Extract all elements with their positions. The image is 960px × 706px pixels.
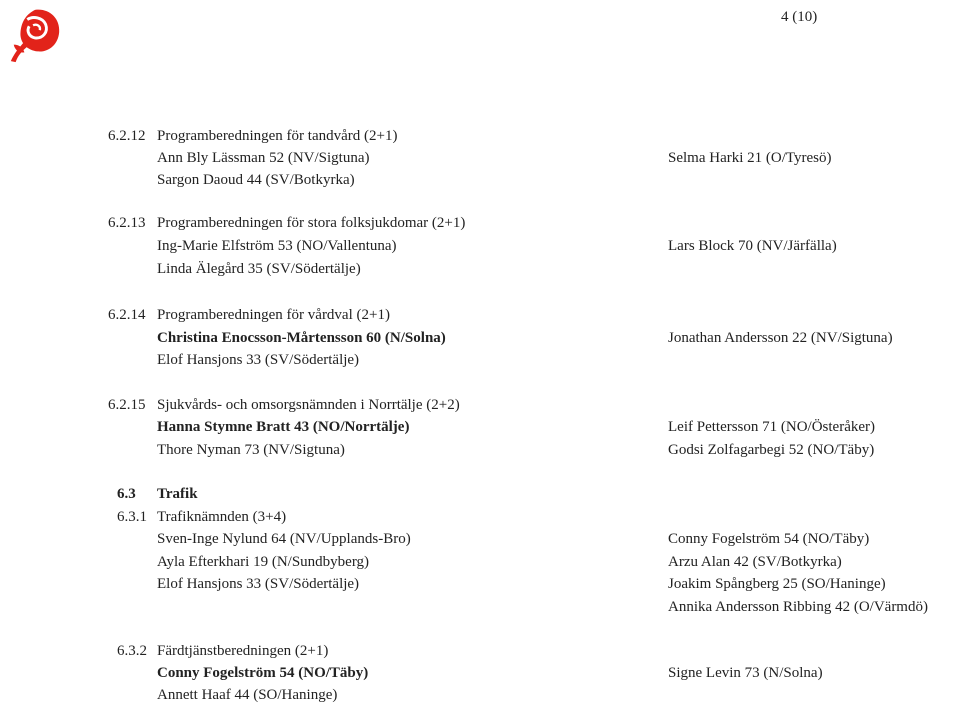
member-name-bold: Christina Enocsson-Mårtensson 60 (N/Solna)	[157, 330, 446, 346]
member-name: Sven-Inge Nylund 64 (NV/Upplands-Bro)	[157, 531, 411, 547]
member-name-bold: Hanna Stymne Bratt 43 (NO/Norrtälje)	[157, 419, 410, 435]
deputy-name: Selma Harki 21 (O/Tyresö)	[668, 150, 832, 166]
section-number: 6.3.1	[117, 509, 147, 525]
member-name: Ann Bly Lässman 52 (NV/Sigtuna)	[157, 150, 370, 166]
party-rose-logo	[6, 6, 64, 64]
member-name: Sargon Daoud 44 (SV/Botkyrka)	[157, 172, 355, 188]
member-name-bold: Conny Fogelström 54 (NO/Täby)	[157, 665, 369, 681]
section-number: 6.2.14	[108, 307, 146, 323]
deputy-name: Conny Fogelström 54 (NO/Täby)	[668, 531, 870, 547]
section-number: 6.2.15	[108, 397, 146, 413]
member-name: Ayla Efterkhari 19 (N/Sundbyberg)	[157, 554, 370, 570]
deputy-name: Joakim Spångberg 25 (SO/Haninge)	[668, 576, 886, 592]
deputy-name: Annika Andersson Ribbing 42 (O/Värmdö)	[668, 599, 928, 615]
section-number: 6.3.2	[117, 643, 147, 659]
page-number: 4 (10)	[781, 9, 818, 25]
deputy-name: Signe Levin 73 (N/Solna)	[668, 665, 823, 681]
section-number: 6.2.12	[108, 128, 146, 144]
member-name: Thore Nyman 73 (NV/Sigtuna)	[157, 442, 345, 458]
section-title: Trafik	[157, 486, 198, 502]
deputy-name: Jonathan Andersson 22 (NV/Sigtuna)	[668, 330, 893, 346]
section-title: Programberedningen för vårdval (2+1)	[157, 307, 390, 323]
section-number: 6.3	[117, 486, 136, 502]
deputy-name: Arzu Alan 42 (SV/Botkyrka)	[668, 554, 842, 570]
member-name: Ing-Marie Elfström 53 (NO/Vallentuna)	[157, 238, 397, 254]
deputy-name: Lars Block 70 (NV/Järfälla)	[668, 238, 837, 254]
section-title: Programberedningen för stora folksjukdomar (2+1)	[157, 215, 466, 231]
deputy-name: Leif Pettersson 71 (NO/Österåker)	[668, 419, 876, 435]
section-title: Sjukvårds- och omsorgsnämnden i Norrtälje (2+2)	[157, 397, 460, 413]
member-name: Elof Hansjons 33 (SV/Södertälje)	[157, 352, 360, 368]
member-name: Linda Älegård 35 (SV/Södertälje)	[157, 261, 361, 277]
section-title: Färdtjänstberedningen (2+1)	[157, 643, 329, 659]
deputy-name: Godsi Zolfagarbegi 52 (NO/Täby)	[668, 442, 875, 458]
section-title: Trafiknämnden (3+4)	[157, 509, 287, 525]
member-name: Annett Haaf 44 (SO/Haninge)	[157, 687, 338, 703]
section-number: 6.2.13	[108, 215, 146, 231]
member-name: Elof Hansjons 33 (SV/Södertälje)	[157, 576, 360, 592]
section-title: Programberedningen för tandvård (2+1)	[157, 128, 398, 144]
